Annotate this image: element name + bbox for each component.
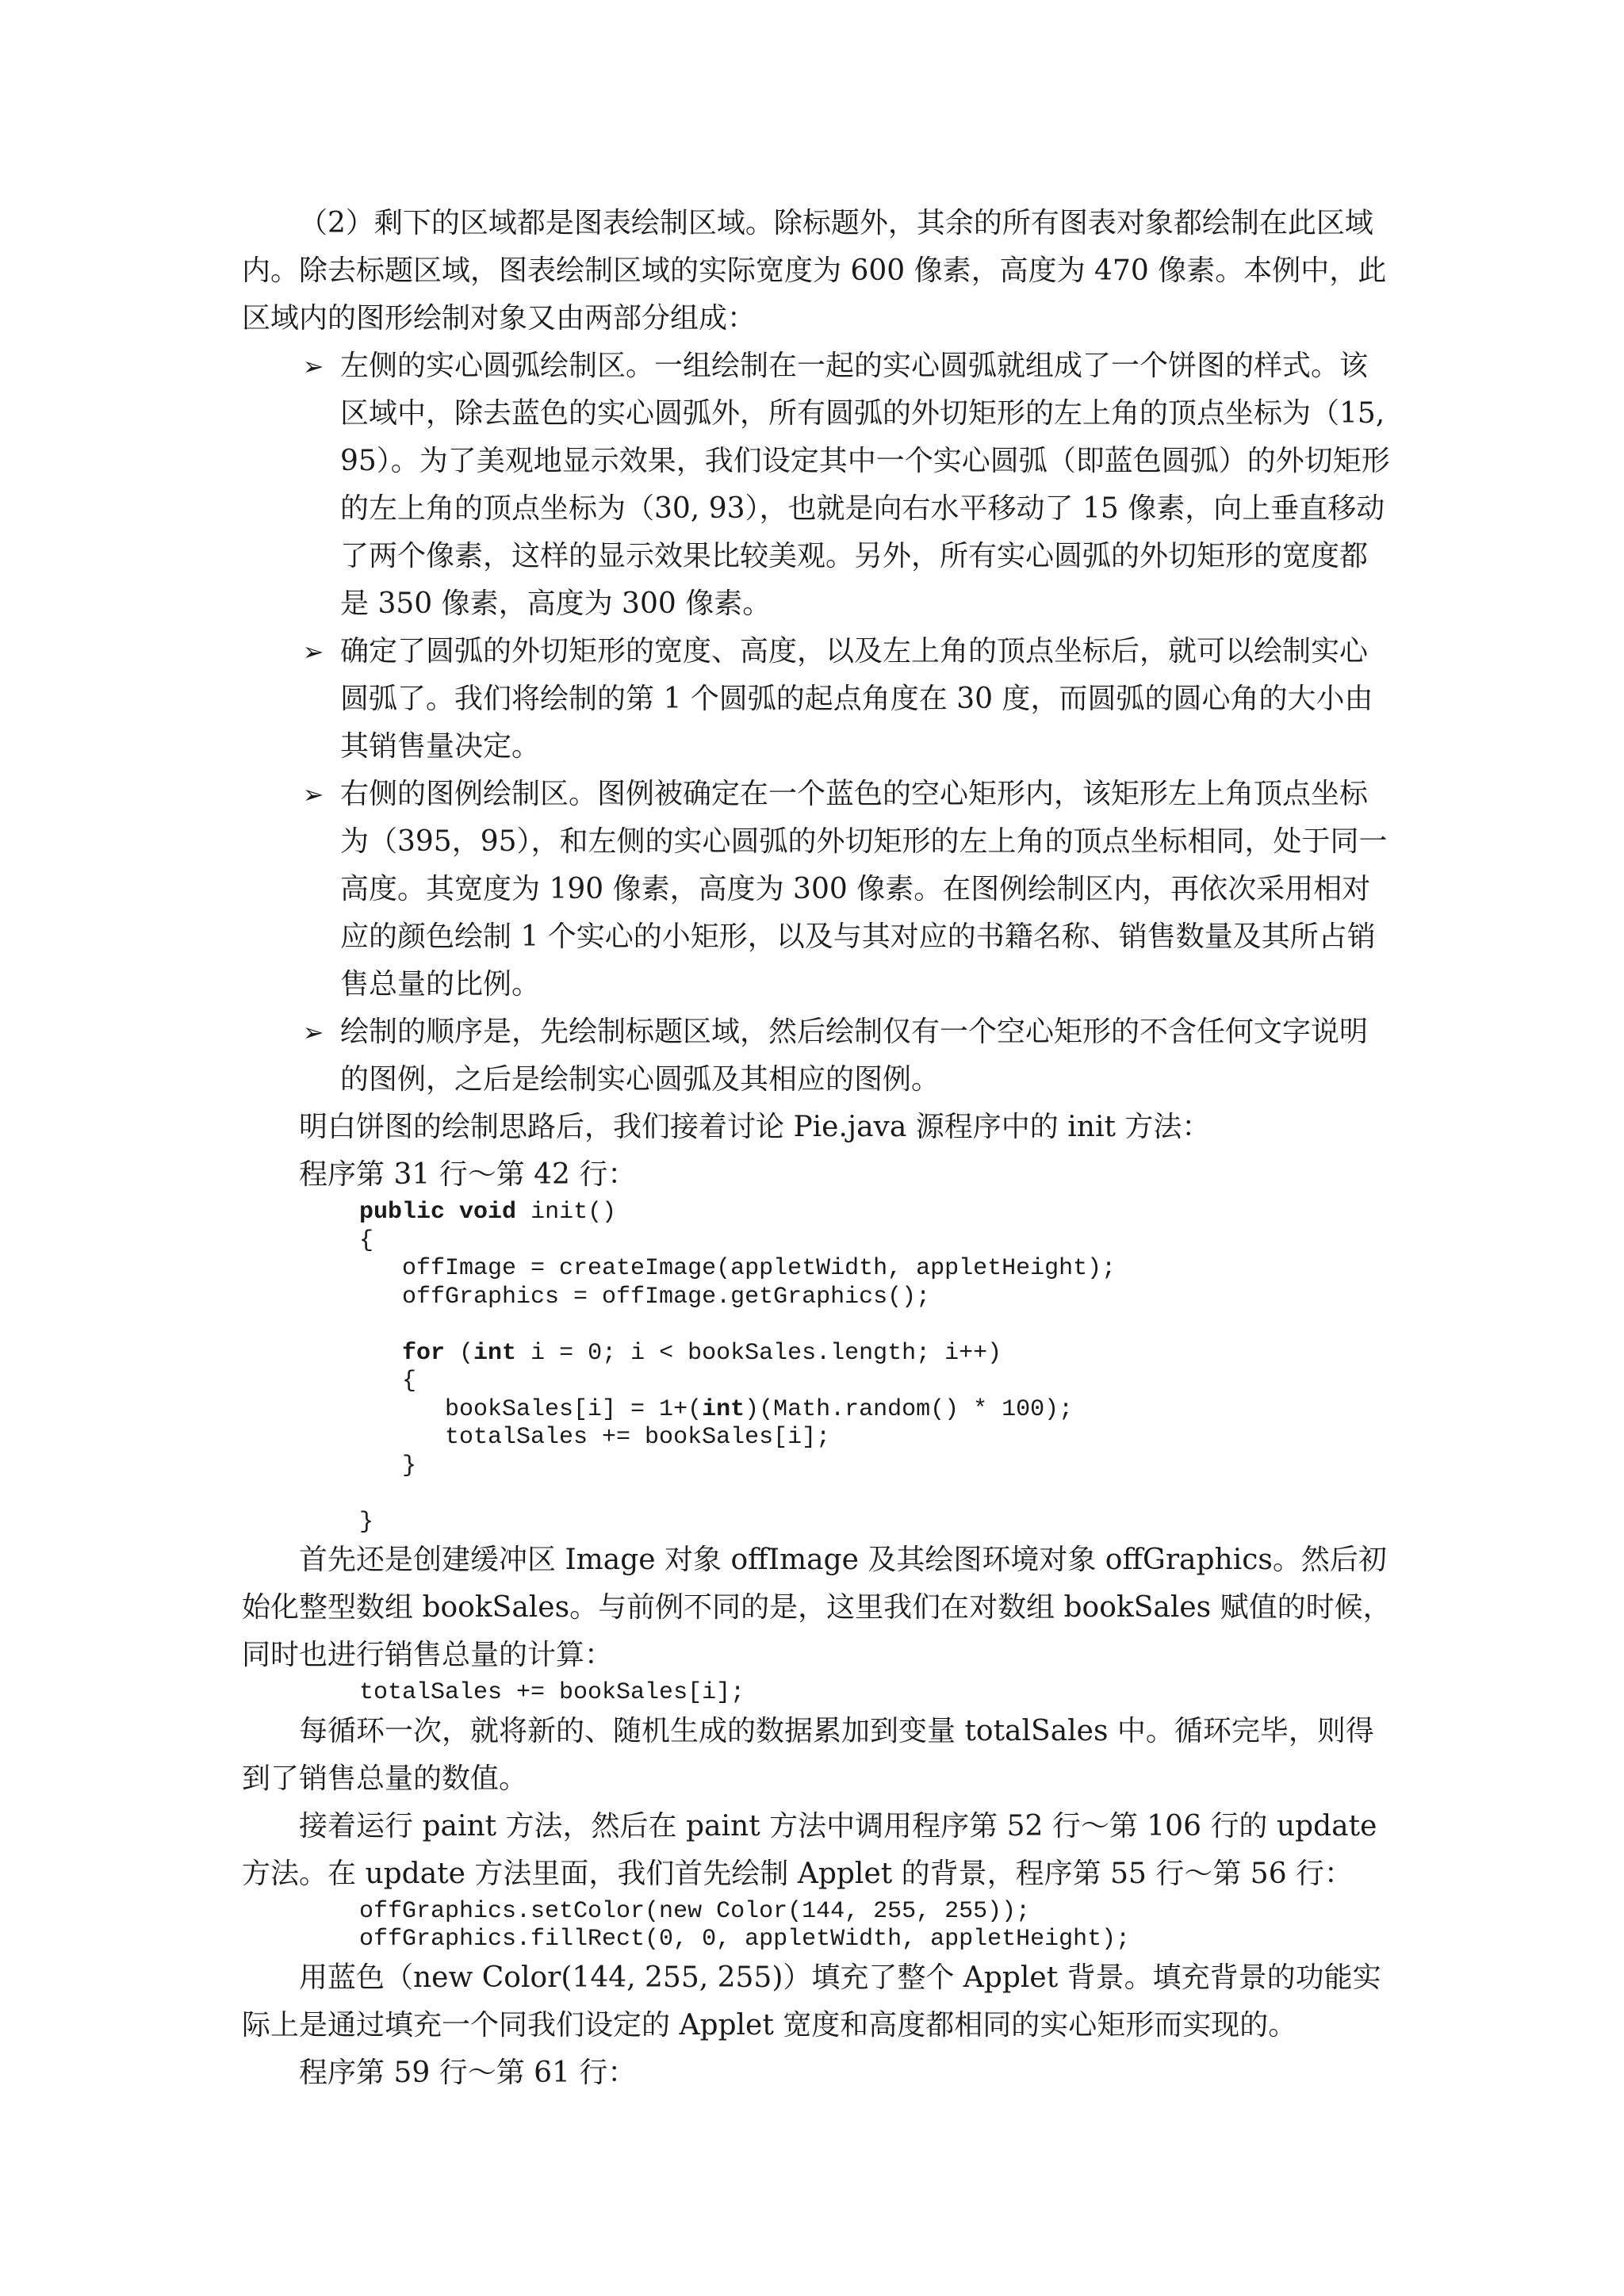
code-keyword: int [473,1339,517,1367]
arrowhead-bullet-icon: ➢ [302,779,324,809]
code-text: init() [516,1199,617,1226]
code-text: offGraphics.setColor(new Color(144, 255, 255)); [359,1897,1031,1925]
code-text: totalSales += bookSales[i]; [359,1424,831,1451]
paragraph-buffer: 首先还是创建缓冲区 Image 对象 offImage 及其绘图环境对象 offGraphics。然后初始化整型数组 bookSales。与前例不同的是，这里我们在对数组 bookSales 赋值的时候，同时也进行销售总量的计算： [242,1544,1392,1671]
list-item [242,1008,1392,1104]
bullet-text: 确定了圆弧的外切矩形的宽度、高度，以及左上角的顶点坐标后，就可以绘制实心圆弧了。我们将绘制的第 1 个圆弧的起点角度在 30 度，而圆弧的圆心角的大小由其销售量决定。 [340,635,1373,763]
paragraph-init-intro: 明白饼图的绘制思路后，我们接着讨论 Pie.java 源程序中的 init 方法： [299,1111,1211,1143]
bullet-text: 右侧的图例绘制区。图例被确定在一个蓝色的空心矩形内，该矩形左上角顶点坐标为（395，95），和左侧的实心圆弧的外切矩形的左上角的顶点坐标相同，处于同一高度。其宽度为 190 像素，高度为 300 像素。在图例绘制区内，再依次采用相对应的颜色绘制 1 个实心的小矩形，以及与其对应的书籍名称、销售数量及其所占销售总量的比例。 [340,778,1388,1001]
paragraph-fill: 用蓝色（new Color(144, 255, 255)）填充了整个 Applet 背景。填充背景的功能实际上是通过填充一个同我们设定的 Applet 宽度和高度都相同的实心矩形而实现的。 [242,1961,1381,2042]
code-keyword: public [359,1199,446,1226]
code-text: i = 0; i < bookSales.length; i++) [516,1339,1002,1367]
arrowhead-bullet-icon: ➢ [302,351,324,381]
code-text: bookSales[i] = 1+( [359,1395,703,1423]
paragraph-loop: 每循环一次，就将新的、随机生成的数据累加到变量 totalSales 中。循环完毕，则得到了销售总量的数值。 [242,1714,1374,1795]
list-item [242,342,1392,628]
list-item [242,628,1392,771]
code-block-init [242,1199,1392,1536]
code-text: } [359,1508,374,1536]
code-keyword: int [702,1395,745,1423]
paragraph-line-ref-2: 程序第 59 行～第 61 行： [299,2056,637,2089]
code-keyword: void [459,1199,517,1226]
code-text: )(Math.random() * 100); [745,1395,1074,1423]
code-text: } [359,1452,417,1479]
code-block-background [242,1898,1392,1954]
code-keyword: for [402,1339,446,1367]
paragraph-line-ref: 程序第 31 行～第 42 行： [299,1158,637,1191]
paragraph-chart-area: （2）剩下的区域都是图表绘制区域。除标题外，其余的所有图表对象都绘制在此区域内。除去标题区域，图表绘制区域的实际宽度为 600 像素，高度为 470 像素。本例中，此区域内的图形绘制对象又由两部分组成： [242,207,1387,335]
code-text: offImage = createImage(appletWidth, appletHeight); [359,1255,1116,1282]
code-text: offGraphics = offImage.getGraphics(); [359,1283,931,1311]
code-text: { [359,1226,374,1254]
code-block-total [242,1679,1392,1708]
paragraph-paint: 接着运行 paint 方法，然后在 paint 方法中调用程序第 52 行～第 106 行的 update 方法。在 update 方法里面，我们首先绘制 Applet 的背景，程序第 55 行～第 56 行： [242,1809,1377,1890]
arrowhead-bullet-icon: ➢ [302,1017,324,1047]
code-text: offGraphics.fillRect(0, 0, appletWidth, appletHeight); [359,1926,1131,1953]
bullet-text: 左侧的实心圆弧绘制区。一组绘制在一起的实心圆弧就组成了一个饼图的样式。该区域中，除去蓝色的实心圆弧外，所有圆弧的外切矩形的左上角的顶点坐标为（15, 95）。为了美观地显示效果，我们设定其中一个实心圆弧（即蓝色圆弧）的外切矩形的左上角的顶点坐标为（30, 93），也就是向右水平移动了 15 像素，向上垂直移动了两个像素，这样的显示效果比较美观。另外，所有实心圆弧的外切矩形的宽度都是 350 像素，高度为 300 像素。 [340,350,1390,620]
arrowhead-bullet-icon: ➢ [302,637,324,667]
bullet-text: 绘制的顺序是，先绘制标题区域，然后绘制仅有一个空心矩形的不含任何文字说明的图例，之后是绘制实心圆弧及其相应的图例。 [340,1016,1369,1096]
code-text: { [359,1368,417,1395]
document-page [242,200,1392,2097]
code-text: ( [445,1339,474,1367]
list-item [242,771,1392,1008]
code-text: totalSales += bookSales[i]; [359,1679,745,1706]
bullet-list [242,342,1392,1104]
